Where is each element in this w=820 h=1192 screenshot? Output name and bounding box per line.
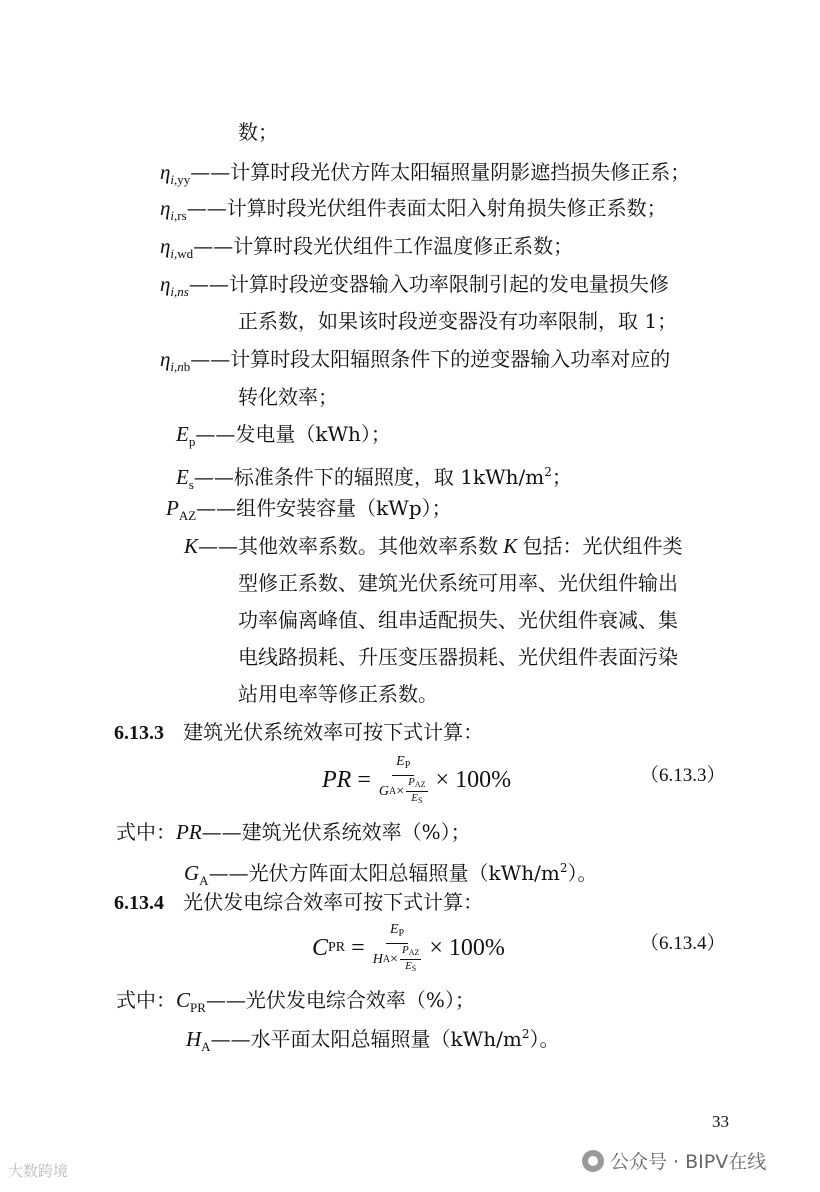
definition-ga: $G_A——$光伏方阵面太阳总辐照量$(kWh/m^2)$。 bbox=[184, 861, 598, 888]
text-line: 电线路损耗、升压变压器损耗、光伏组件表面污染 bbox=[238, 645, 678, 669]
definition-pr: 式中：PR——建筑光伏系统效率（%）； bbox=[116, 820, 471, 844]
equation-number: （6.13.3） bbox=[640, 765, 726, 786]
section-6-13-3-heading: 6.13.3 建筑光伏系统效率可按下式计算： bbox=[114, 720, 484, 744]
definition-eta-yy: $\eta_{i,yy}——$计算时段光伏方阵太阳辐照量阴影遮挡损失修正系； bbox=[160, 160, 691, 187]
text-line: 转化效率； bbox=[238, 385, 338, 409]
symbol: $\eta_{i,yy}$ bbox=[160, 160, 191, 187]
text-line: 型修正系数、建筑光伏系统可用率、光伏组件输出 bbox=[238, 571, 678, 595]
definition-cpr: 式中：$C_{PR}——$光伏发电综合效率（%）； bbox=[116, 988, 475, 1015]
symbol: $P_{AZ}$ bbox=[166, 496, 197, 523]
definition-k: K——其他效率系数。其他效率系数 K 包括：光伏组件类 bbox=[184, 534, 683, 558]
page-number: 33 bbox=[712, 1112, 729, 1131]
formula-pr: PR = $E_P$ G A × PAZ ES × 100% bbox=[322, 754, 512, 805]
section-6-13-4-heading: 6.13.4 光伏发电综合效率可按下式计算： bbox=[114, 890, 484, 914]
symbol: $\eta_{i,rs}$ bbox=[160, 196, 187, 223]
text-line: 功率偏离峰值、组串适配损失、光伏组件衰减、集 bbox=[238, 608, 678, 632]
watermark-secondary: 大数跨境 bbox=[8, 1162, 69, 1180]
definition-eta-nb: $\eta_{i,nb}——$计算时段太阳辐照条件下的逆变器输入功率对应的 bbox=[160, 347, 671, 374]
definition-paz: $P_{AZ}——$组件安装容量（kWp）； bbox=[166, 496, 452, 523]
definition-ha: $H_A——$水平面太阳总辐照量$(kWh/m^2)$。 bbox=[186, 1027, 560, 1054]
symbol: K bbox=[184, 534, 199, 558]
text-line: 正系数，如果该时段逆变器没有功率限制，取 1； bbox=[238, 309, 678, 333]
definition-eta-wd: $\eta_{i,wd}——$计算时段光伏组件工作温度修正系数； bbox=[160, 234, 574, 261]
fraction: $E_P$ H A × PAZ ES bbox=[372, 922, 420, 973]
text-line: 站用电率等修正系数。 bbox=[238, 682, 438, 706]
wechat-icon bbox=[582, 1150, 604, 1172]
symbol: $\eta_{i,ns}$ bbox=[160, 272, 189, 299]
definition-es: $E_s——$标准条件下的辐照度，取 $1kWh/m^2$； bbox=[176, 465, 572, 492]
symbol: $H_A$ bbox=[186, 1027, 211, 1054]
fraction: $E_P$ G A × PAZ ES bbox=[378, 754, 426, 805]
definition-eta-rs: $\eta_{i,rs}——$计算时段光伏组件表面太阳入射角损失修正系数； bbox=[160, 196, 667, 223]
symbol: $\eta_{i,nb}$ bbox=[160, 347, 191, 374]
definition-ep: $E_p——$发电量（kWh）； bbox=[176, 422, 391, 449]
watermark: 公众号 · BIPV在线 bbox=[582, 1147, 766, 1174]
text-line: 数； bbox=[238, 120, 278, 144]
definition-eta-ns: $\eta_{i,ns}——$计算时段逆变器输入功率限制引起的发电量损失修 bbox=[160, 272, 669, 299]
formula-cpr: C PR = $E_P$ H A × PAZ ES × 100% bbox=[312, 922, 505, 973]
equation-number: （6.13.4） bbox=[640, 933, 726, 954]
symbol: $E_p$ bbox=[176, 422, 196, 449]
symbol: $\eta_{i,wd}$ bbox=[160, 234, 194, 261]
symbol: $G_A$ bbox=[184, 861, 209, 888]
symbol: $E_s$ bbox=[176, 465, 194, 492]
